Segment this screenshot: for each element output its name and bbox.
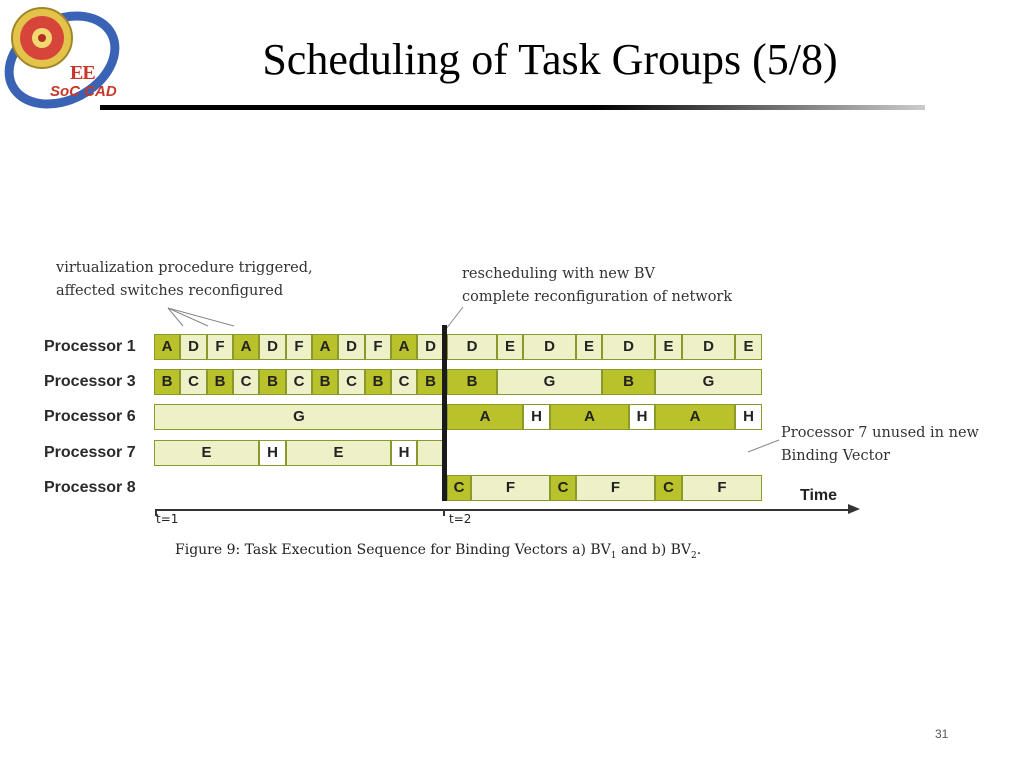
caption-prefix: Figure 9: Task Execution Sequence for Binding Vectors a) BV (175, 542, 611, 558)
processor-label-3: Processor 3 (44, 373, 136, 390)
task-block: G (655, 369, 762, 395)
caption-sub-2: 2 (691, 550, 697, 561)
annotation-rescheduling-line2: complete reconfiguration of network (462, 289, 733, 305)
task-block: G (497, 369, 602, 395)
time-axis (155, 509, 850, 511)
annotation-processor7-line2: Binding Vector (781, 448, 891, 464)
task-block: A (550, 404, 629, 430)
task-block: F (576, 475, 655, 501)
task-block: D (338, 334, 365, 360)
task-block: A (312, 334, 338, 360)
caption-end: . (696, 542, 702, 558)
logo-text-soc: SoC CAD (50, 83, 117, 100)
task-block: B (602, 369, 655, 395)
task-block: H (391, 440, 417, 466)
page-number: 31 (935, 727, 949, 741)
task-block: A (655, 404, 735, 430)
task-block: C (233, 369, 259, 395)
task-block: G (154, 404, 444, 430)
task-block: F (471, 475, 550, 501)
task-block: A (391, 334, 417, 360)
task-block: F (682, 475, 762, 501)
task-block: D (417, 334, 444, 360)
task-block: D (523, 334, 576, 360)
task-block: B (259, 369, 286, 395)
caption-sub-1: 1 (610, 550, 617, 561)
task-block: D (259, 334, 286, 360)
task-block: B (154, 369, 180, 395)
task-block: A (447, 404, 523, 430)
task-block: C (550, 475, 576, 501)
task-block: C (655, 475, 682, 501)
task-block: B (447, 369, 497, 395)
caption-mid: and b) BV (616, 542, 692, 558)
task-block: C (447, 475, 471, 501)
processor-label-8: Processor 8 (44, 479, 136, 496)
task-block: D (447, 334, 497, 360)
task-block: D (682, 334, 735, 360)
task-block: B (207, 369, 233, 395)
task-block: C (286, 369, 312, 395)
task-block: B (365, 369, 391, 395)
tick-label-t2: t=2 (449, 512, 472, 526)
task-block: E (497, 334, 523, 360)
task-block: D (602, 334, 655, 360)
task-block: C (338, 369, 365, 395)
task-block: E (655, 334, 682, 360)
slide-title: Scheduling of Task Groups (5/8) (262, 35, 838, 84)
task-block: H (259, 440, 286, 466)
task-block: F (365, 334, 391, 360)
task-block: A (233, 334, 259, 360)
logo-text-ee: EE (70, 62, 95, 84)
tick-label-t1: t=1 (156, 512, 179, 526)
task-block: B (417, 369, 444, 395)
task-block: D (180, 334, 207, 360)
task-block: C (391, 369, 417, 395)
annotation-processor7-line1: Processor 7 unused in new (781, 425, 979, 441)
task-block (417, 440, 444, 466)
time-axis-arrow-icon (848, 504, 860, 514)
annotation-rescheduling-line1: rescheduling with new BV (462, 266, 656, 282)
task-block: H (735, 404, 762, 430)
task-block: F (286, 334, 312, 360)
figure-caption (175, 542, 875, 561)
task-block: E (286, 440, 391, 466)
axis-label-time: Time (800, 487, 838, 504)
annotation-virtualization-line2: affected switches reconfigured (56, 283, 284, 299)
processor-label-6: Processor 6 (44, 408, 136, 425)
task-block: H (629, 404, 655, 430)
task-block: C (180, 369, 207, 395)
task-block: H (523, 404, 550, 430)
reconfiguration-divider (442, 325, 447, 501)
task-block: E (735, 334, 762, 360)
task-block: B (312, 369, 338, 395)
annotation-virtualization-line1: virtualization procedure triggered, (56, 260, 313, 276)
tick-t2 (443, 509, 445, 516)
task-block: E (576, 334, 602, 360)
task-block: E (154, 440, 259, 466)
task-block: F (207, 334, 233, 360)
processor-label-7: Processor 7 (44, 444, 136, 461)
processor-label-1: Processor 1 (44, 338, 136, 355)
task-block: A (154, 334, 180, 360)
